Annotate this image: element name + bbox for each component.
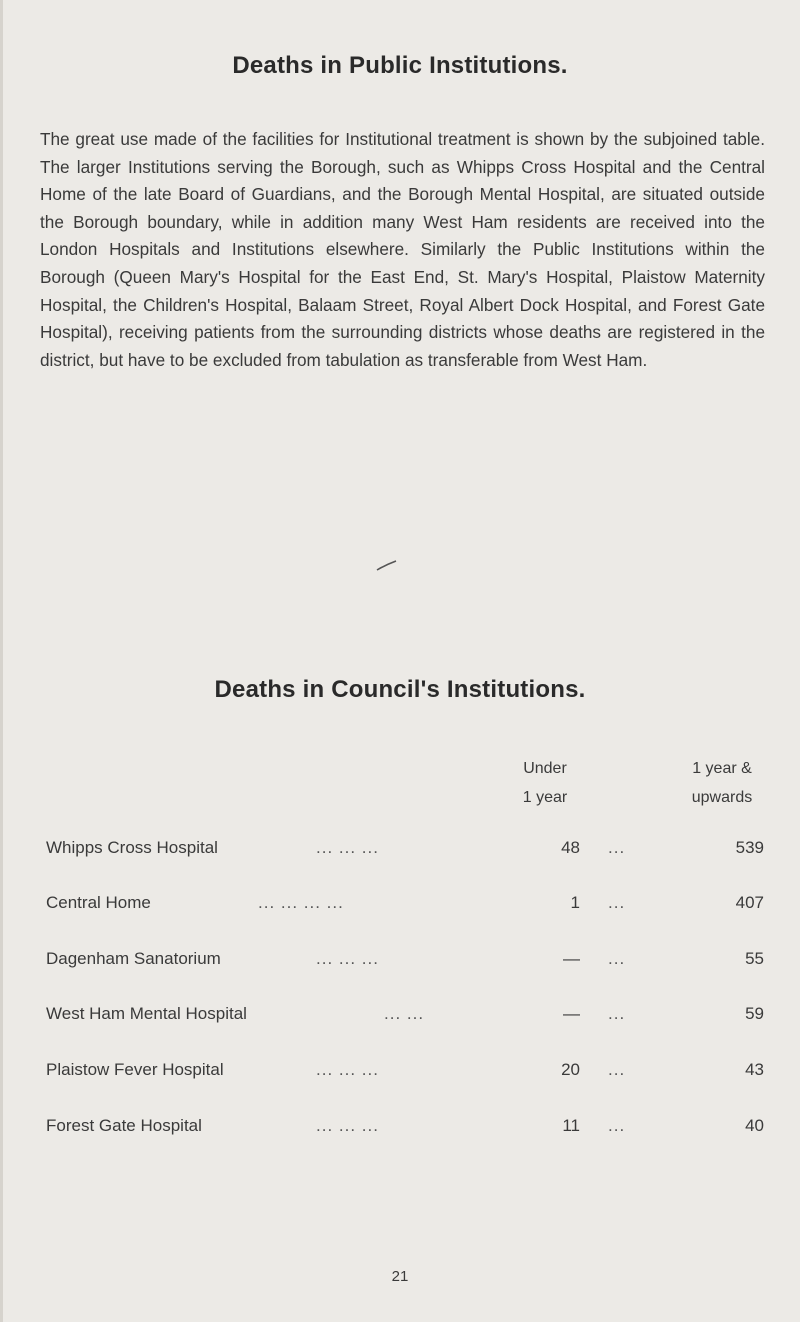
upwards-value: 59 — [745, 1004, 764, 1023]
table-row — [0, 949, 800, 979]
dot-leader: ... ... ... — [316, 1060, 379, 1079]
institution-name: Forest Gate Hospital — [46, 1116, 202, 1135]
dot-leader: ... ... ... — [316, 949, 379, 968]
dot-leader: ... ... ... — [316, 1116, 379, 1135]
dot-leader: ... ... — [384, 1004, 425, 1023]
intro-paragraph: The great use made of the facilities for Institutional treatment is shown by the subjoined table. The larger Institutions serving the Borough, such as Whipps Cross Hospital and the Central Home of the late Board of Guardians, and the Borough Mental Hospital, are situated outside the Borough boundary, while in addition many West Ham residents are received into the London Hospitals and Institutions elsewhere. Similarly the Public Institutions within the Borough (Queen Mary's Hospital for the East End, St. Mary's Hospital, Plaistow Maternity Hospital, the Children's Hospital, Balaam Street, Royal Albert Dock Hospital, and Forest Gate Hospital), receiving patients from the surrounding districts whose deaths are registered in the district, but have to be excluded from tabulation as transferable from West Ham. — [40, 129, 765, 370]
dot-separator: ... — [608, 1060, 626, 1079]
dot-separator: ... — [608, 1116, 626, 1135]
institution-name: Dagenham Sanatorium — [46, 949, 221, 968]
column-header-upward-line1: 1 year & — [692, 760, 752, 777]
column-header-under-1-year — [510, 754, 580, 812]
under-1-year-value: 48 — [561, 838, 580, 857]
under-1-year-value: — — [563, 1004, 580, 1023]
institution-name: Whipps Cross Hospital — [46, 838, 218, 857]
pen-mark — [376, 560, 398, 572]
column-header-under-line1: Under — [523, 760, 567, 777]
table-row — [0, 838, 800, 868]
upwards-value: 40 — [745, 1116, 764, 1135]
under-1-year-value: 20 — [561, 1060, 580, 1079]
section-title-council-institutions: Deaths in Council's Institutions. — [214, 676, 586, 703]
dot-separator: ... — [608, 838, 626, 857]
table-row — [0, 893, 800, 923]
under-1-year-value: 1 — [570, 893, 580, 912]
institution-name: Plaistow Fever Hospital — [46, 1060, 224, 1079]
page-number: 21 — [391, 1268, 409, 1285]
table-row — [0, 1060, 800, 1090]
under-1-year-value: — — [563, 949, 580, 968]
column-header-upward-line2: upwards — [691, 789, 753, 806]
dot-separator: ... — [608, 949, 626, 968]
column-header-1-year-upwards — [672, 754, 772, 812]
table-row — [0, 1004, 800, 1034]
dot-leader: ... ... ... ... — [258, 893, 344, 912]
dot-separator: ... — [608, 1004, 626, 1023]
upwards-value: 43 — [745, 1060, 764, 1079]
under-1-year-value: 11 — [562, 1116, 580, 1135]
section-title-public-institutions: Deaths in Public Institutions. — [232, 52, 568, 79]
upwards-value: 407 — [735, 893, 764, 912]
column-header-under-line2: 1 year — [522, 789, 568, 806]
table-row — [0, 1116, 800, 1146]
institution-name: West Ham Mental Hospital — [46, 1004, 247, 1023]
dot-separator: ... — [608, 893, 626, 912]
institution-name: Central Home — [46, 893, 151, 912]
upwards-value: 539 — [735, 838, 764, 857]
upwards-value: 55 — [745, 949, 764, 968]
dot-leader: ... ... ... — [316, 838, 379, 857]
